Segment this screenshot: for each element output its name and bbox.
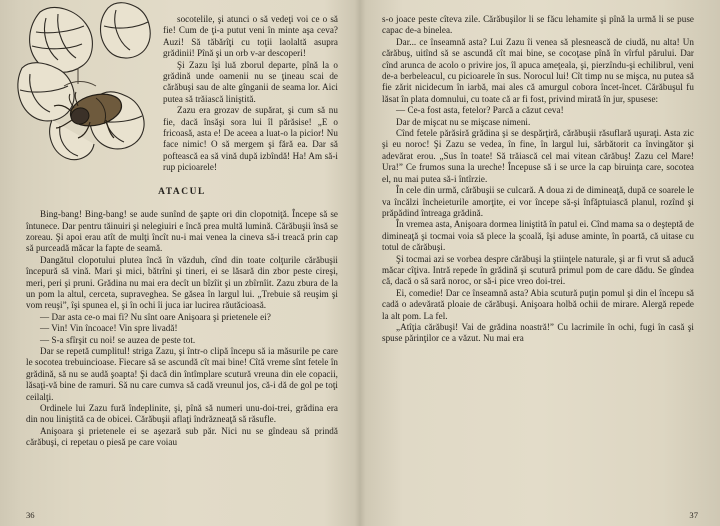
paragraph: Zazu era grozav de supărat, şi cum să nu fie, dacă însăşi sora lui îl părăsise! „E o fricoasă, asta e! De aceea a luat-o la picior! Nu face nimic! O să mergem şi fără ea. Dar să poftească ea să vină după izbîndă! Ha! Am să-i rup picioarele!: [163, 105, 338, 173]
paragraph: Dar de mişcat nu se mişcase nimeni.: [396, 116, 531, 127]
paragraph: Dangătul clopotului plutea încă în văzduh, cînd din toate colţurile cărăbuşii începură să vină. Mari şi mici, bătrîni şi tineri, ei se lăsară din zbor peste cireşi, meri, peri şi pruni. Grădina nu mai era decît un bîzîit şi un zbîrnîit. Zazu zbura de la un pom la altul, cerceta, supraveghea. Se găsea în largul lui. „Trebuie să reuşim şi vom reuşi”, îşi spunea el, şi în ochi îi juca iar lucirea răutăcioasă.: [26, 254, 338, 311]
paragraph: s-o joace peste cîteva zile. Cărăbuşilor li se făcu lehamite şi pînă la urmă li se puse capac de-a binelea.: [382, 14, 694, 36]
section-title: ATACUL: [158, 186, 206, 197]
right-page: [360, 0, 720, 526]
page-number-left: 36: [26, 510, 35, 520]
beetle-illustration: [26, 14, 154, 164]
right-page-text-column: [382, 14, 694, 345]
paragraph: Dar... ce înseamnă asta? Lui Zazu îi venea să plesnească de ciudă, nu alta! Un cărăbuş, uitînd să se ascundă cît mai bine, se cocoţase pînă în vîrful părului. Dar cînd arunca de acolo o privire jos, îl apuca ameţeala, şi, pierzîndu-şi echilibrul, veni de-a berbeleacul, cu picioarele în sus. Norocul lui! Cît timp nu se mişca, nu putea să fie zărit nicidecum în iarbă, mai ales că amurgul cobora încet-încet. Cărăbuşul fu lăsat în plata domnului, cu toate că ar fi fost, privind mirată în jur, spusese:: [382, 36, 694, 104]
paragraph: — Dar asta ce-o mai fi? Nu sînt oare Anişoara şi prietenele ei?: [40, 311, 271, 322]
paragraph: Şi Zazu îşi luă zborul departe, pînă la o grădină unde oamenii nu se ţineau scai de cărăbuşi sau de alte gînganii de seama lor. Aici putea să trăiască liniştită.: [163, 59, 338, 104]
paragraph: — Vin! Vin încoace! Vin spre livadă!: [40, 323, 178, 334]
paragraph: Dar se repetă cumplitul! striga Zazu, şi într-o clipă începu să ia măsurile pe care le socotea trebuincioase. Fiecare să se ascundă cît mai bine! Cîtă vreme sînt fetele în grădină, să nu se audă şoapta! Şi dacă din întîmplare scutură vreuna din ele copacii, lăsaţi-vă bine de ramuri. Să nu care cumva să cadă vreunul jos, că-i dă de gol pe toţi ceilalţi.: [26, 345, 338, 402]
paragraph: Anişoara şi prietenele ei se aşezară sub păr. Nici nu se gîndeau să prindă cărăbuşi, ci repetau o piesă pe care voiau: [26, 425, 338, 448]
paragraph: — S-a sfîrşit cu noi! se auzea de peste tot.: [40, 334, 196, 345]
paragraph: În vremea asta, Anişoara dormea liniştită în patul ei. Cînd mama sa o deşteptă de dimineaţă şi tocmai voia să plece la şcoală, îşi aduse aminte, în poartă, că uitase cu totul de cărăbuşi.: [382, 219, 694, 253]
paragraph: Ordinele lui Zazu fură îndeplinite, şi, pînă să numeri unu-doi-trei, grădina era din nou liniştită ca de obicei. Cărăbuşii aflaţi îndrăzneaţă să răsufle.: [26, 403, 338, 425]
paragraph: „Atîţia cărăbuşi! Vai de grădina noastră!” Cu lacrimile în ochi, fugi în casă şi spuse părinţilor ce a văzut. Nu mai era: [382, 321, 694, 344]
paragraph: Cînd fetele părăsiră grădina şi se despărţiră, cărăbuşii răsuflară uşuraţi. Asta zic şi eu noroc! Şi Zazu se vedea, în fine, în largul lui, sărbătorit ca învingător şi adevărat erou. „Sus în toate! Să trăiască cel mai vitean cărăbuş! Zazu cel Mare! Ura!” Ce frumos suna la ureche! Începuse să i se urce la cap biruinţa care, socotea el, nu mai putea să-i întîrzie.: [382, 128, 694, 184]
paragraph: În cele din urmă, cărăbuşii se culcară. A doua zi de dimineaţă, după ce soarele le va încălzi încheieturile amorţite, ei vor începe să-şi înfăptuiască planul, rozînd şi prăpădind întreaga grădină.: [382, 185, 694, 218]
paragraph: socotelile, şi atunci o să vedeţi voi ce o să fie! Cum de ţi-a putut veni în minte aşa ceva? Auzi! Să tăbărîţi cu toţii laolaltă asupra grădinii! Pînă şi un orb v-ar descoperi!: [163, 14, 338, 59]
page-number-right: 37: [689, 510, 698, 520]
paragraph: Şi tocmai azi se vorbea despre cărăbuşi la ştiinţele naturale, şi ar fi vrut să aducă măcar cîţiva. Intră repede în grădină şi scutură primul pom de care dădu. Se gîndea că, dacă o să sară noroc, or să-i pice vreo doi-trei.: [382, 253, 694, 287]
paragraph: Ei, comedie! Dar ce înseamnă asta? Abia scutură puţin pomul şi din el începu să cadă o adevărată ploaie de cărăbuşi. Anişoara holbă ochii de mirare. Alergă repede la alt pom. La fel.: [382, 287, 694, 321]
paragraph: — Ce-a fost asta, fetelor? Parcă a căzut ceva!: [396, 105, 564, 116]
left-page-text-column: [26, 14, 338, 449]
paragraph: Bing-bang! Bing-bang! se aude sunînd de şapte ori din clopotniţă. Începe să se întunece. Dar pentru tăinuiri şi nelegiuiri e încă prea multă lumină. Cărăbuşii însă se zoreau. Şi apoi erau atît de mulţi încît nu-i mai venea la cineva să-i treacă prin cap să purceadă măcar la fapte de seamă.: [26, 209, 338, 254]
